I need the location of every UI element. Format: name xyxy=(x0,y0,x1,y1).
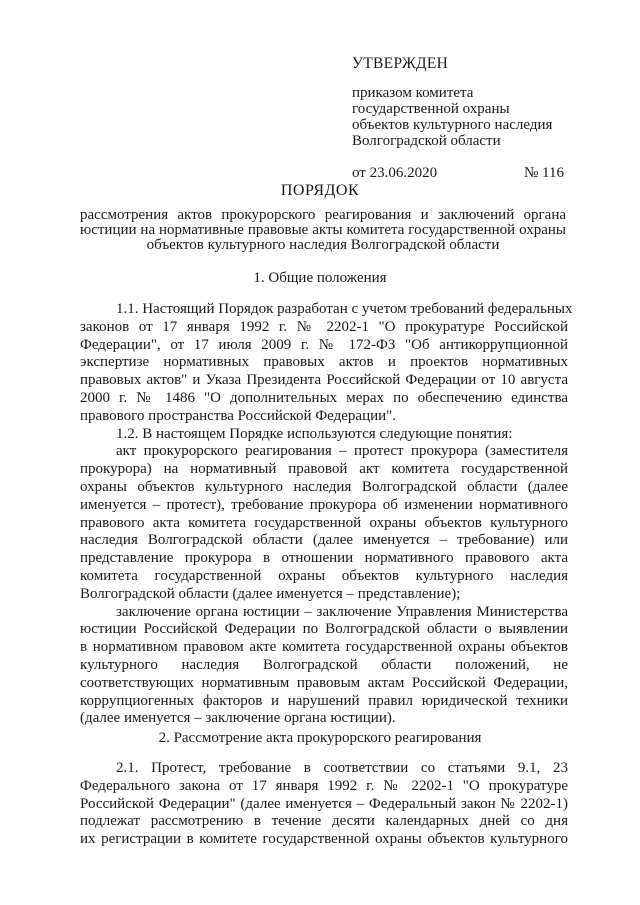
subtitle-line: объектов культурного наследия Волгоградской области xyxy=(146,237,500,253)
text-line: 2000 г. № 1486 "О дополнительных мерах по обеспечению единства xyxy=(80,389,568,406)
approval-line: приказом комитета xyxy=(352,85,474,101)
approval-line: государственной охраны xyxy=(352,101,510,117)
text-line: комитета государственной охраны объектов культурного наследия xyxy=(80,567,568,584)
section-2-heading: 2. Рассмотрение акта прокурорского реагирования xyxy=(158,730,482,746)
section-1-body xyxy=(80,301,573,728)
approval-date-row xyxy=(352,165,582,183)
text-line: представление прокурора в отношении нормативного правового акта xyxy=(80,550,568,567)
text-line: именуется – протест), требование прокурора об изменении нормативного xyxy=(80,496,568,513)
section-2-body xyxy=(80,760,568,849)
approval-number: № 116 xyxy=(524,165,565,181)
text-line: в нормативном правовом акте комитета государственной охраны объектов xyxy=(80,639,568,656)
document-subtitle xyxy=(80,208,566,253)
text-line: Федерального закона от 17 января 1992 г. № 2202-1 "О прокуратуре xyxy=(80,777,568,794)
text-line: наследия Волгоградской области (далее именуется – требование) или xyxy=(80,532,568,549)
section-1-heading: 1. Общие положения xyxy=(253,270,387,286)
text-line: 1.1. Настоящий Порядок разработан с учетом требований федеральных xyxy=(116,301,573,317)
text-line: Российской Федерации" (далее именуется – Федеральный закон № 2202-1) xyxy=(80,795,568,812)
text-line: заключение органа юстиции – заключение Управления Министерства xyxy=(116,603,568,620)
text-line: правового акта комитета государственной охраны объектов культурного xyxy=(80,514,568,531)
text-line: правового пространства Российской Федерации". xyxy=(80,407,397,424)
text-line: прокурора) на нормативный правовой акт комитета государственной xyxy=(80,461,568,478)
text-line: подлежат рассмотрению в течение десяти календарных дней со дня xyxy=(80,813,568,830)
text-line: охраны объектов культурного наследия Волгоградской области (далее xyxy=(80,478,568,495)
approval-line: Волгоградской области xyxy=(352,133,501,149)
text-line: правовых актов" и Указа Президента Российской Федерации от 10 августа xyxy=(80,372,568,389)
text-line: соответствующих нормативным правовым актам Российской Федерации, xyxy=(80,674,568,691)
text-line: Волгоградской области (далее именуется – представление); xyxy=(80,585,461,602)
text-line: культурного наследия Волгоградской области положений, не xyxy=(80,656,568,673)
text-line: 2.1. Протест, требование в соответствии со статьями 9.1, 23 xyxy=(116,760,568,776)
text-line: юстиции Российской Федерации по Волгоградской области о выявлении xyxy=(80,621,568,638)
approval-date: от 23.06.2020 xyxy=(352,165,438,181)
approval-line: объектов культурного наследия xyxy=(352,117,553,133)
document-title: ПОРЯДОК xyxy=(280,182,360,199)
text-line: 1.2. В настоящем Порядке используются следующие понятия: xyxy=(116,425,513,442)
text-line: законов от 17 января 1992 г. № 2202-1 "О прокуратуре Российской xyxy=(80,318,568,335)
subtitle-line: юстиции на нормативные правовые акты комитета государственной охраны xyxy=(80,222,566,238)
text-line: их регистрации в комитете государственной охраны объектов культурного xyxy=(80,831,568,848)
text-line: коррупциогенных факторов и нарушений правил юридической техники xyxy=(80,692,568,709)
text-line: Федерации", от 17 июля 2009 г. № 172-ФЗ "Об антикоррупционной xyxy=(80,336,568,353)
text-line: экспертизе нормативных правовых актов и проектов нормативных xyxy=(80,354,568,371)
approval-heading: УТВЕРЖДЕН xyxy=(352,55,449,72)
text-line: акт прокурорского реагирования – протест прокурора (заместителя xyxy=(116,443,568,460)
subtitle-line: рассмотрения актов прокурорского реагирования и заключений органа xyxy=(80,207,566,223)
text-line: (далее именуется – заключение органа юстиции). xyxy=(80,710,396,727)
approval-stamp xyxy=(352,56,582,183)
